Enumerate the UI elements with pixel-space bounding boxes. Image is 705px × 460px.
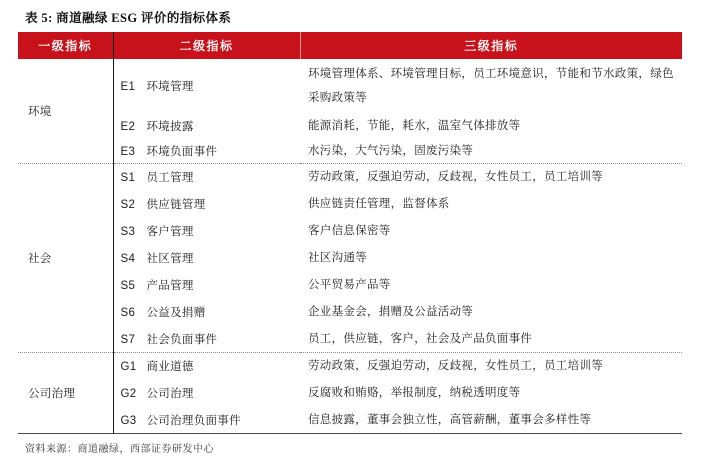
level2-cell [113, 353, 300, 380]
esg-indicator-table [18, 32, 682, 434]
table-row [18, 139, 682, 164]
level2-cell [113, 218, 300, 245]
level3-cell: 员工，供应链，客户，社会及产品负面事件 [308, 332, 533, 345]
section-social [18, 164, 682, 353]
indicator-code: E2 [120, 121, 136, 133]
table-row [18, 191, 682, 218]
section-governance [18, 353, 682, 434]
indicator-code: S3 [120, 226, 136, 238]
level1-cell-social: 社会 [18, 164, 113, 353]
source-note: 资料来源：商道融绿，西部证券研发中心 [25, 444, 214, 455]
level2-cell [113, 139, 300, 164]
indicator-name: 员工管理 [146, 172, 194, 185]
table-row [18, 407, 682, 434]
level2-cell [113, 113, 300, 139]
table-row [18, 113, 682, 139]
level2-cell [113, 299, 300, 326]
level3-cell: 企业基金会，捐赠及公益活动等 [308, 306, 474, 318]
level1-cell-governance: 公司治理 [18, 353, 113, 434]
level3-cell: 劳动政策，反强迫劳动，反歧视，女性员工，员工培训等 [300, 353, 682, 380]
header-row [18, 32, 682, 59]
indicator-name: 环境管理 [146, 81, 194, 93]
indicator-name: 公司治理负面事件 [146, 414, 241, 427]
level1-cell-environment: 环境 [18, 59, 113, 164]
level3-cell: 公平贸易产品等 [308, 279, 391, 291]
indicator-code: S1 [120, 172, 136, 185]
header-cell-level3: 三级指标 [300, 32, 682, 59]
indicator-name: 公益及捐赠 [146, 307, 206, 319]
indicator-code: S2 [120, 199, 136, 211]
level2-cell [113, 380, 300, 407]
indicator-name: 供应链管理 [146, 199, 206, 211]
indicator-code: S4 [120, 253, 136, 265]
level3-cell: 水污染，大气污染，固废污染等 [308, 145, 474, 157]
level2-cell [113, 191, 300, 218]
level2-cell [113, 326, 300, 353]
level3-cell: 环境管理体系、环境管理目标，员工环境意识，节能和节水政策，绿色采购政策等 [308, 68, 674, 104]
level2-cell [113, 59, 300, 113]
level3-cell: 能源消耗，节能，耗水，温室气体排放等 [308, 120, 521, 132]
indicator-code: S6 [120, 307, 136, 319]
table-row [18, 272, 682, 299]
indicator-code: E1 [120, 81, 136, 93]
indicator-name: 社会负面事件 [146, 333, 218, 346]
indicator-name: 社区管理 [146, 253, 194, 265]
indicator-code: S5 [120, 280, 136, 292]
level3-cell: 信息披露，董事会独立性，高管薪酬，董事会多样性等 [308, 413, 592, 426]
indicator-name: 环境披露 [146, 121, 194, 133]
level3-cell: 劳动政策，反强迫劳动，反歧视，女性员工，员工培训等 [300, 164, 682, 191]
page-title: 表 5: 商道融绿 ESG 评价的指标体系 [25, 11, 232, 25]
table-row [18, 326, 682, 353]
indicator-name: 环境负面事件 [146, 146, 218, 158]
table-row [18, 164, 682, 191]
table-row [18, 380, 682, 407]
header-cell-level2: 二级指标 [113, 32, 300, 59]
indicator-name: 商业道德 [146, 361, 194, 374]
level2-cell [113, 245, 300, 272]
indicator-code: G1 [120, 361, 137, 374]
section-environment [18, 59, 682, 164]
indicator-code: G3 [120, 414, 137, 427]
indicator-name: 产品管理 [146, 280, 194, 292]
table-header [18, 32, 682, 59]
level2-cell [113, 164, 300, 191]
indicator-code: E3 [120, 146, 136, 158]
table-row [18, 353, 682, 380]
indicator-name: 客户管理 [146, 226, 194, 238]
indicator-name: 公司治理 [146, 388, 194, 400]
table-row [18, 245, 682, 272]
level2-cell [113, 272, 300, 299]
table-row [18, 299, 682, 326]
indicator-code: G2 [120, 388, 137, 400]
level3-cell: 客户信息保密等 [308, 225, 391, 237]
header-cell-level1: 一级指标 [18, 32, 113, 59]
table-row [18, 218, 682, 245]
indicator-code: S7 [120, 333, 136, 346]
level3-cell: 社区沟通等 [308, 252, 367, 264]
level3-cell: 供应链责任管理，监督体系 [308, 198, 450, 210]
level3-cell: 反腐败和贿赂，举报制度，纳税透明度等 [308, 387, 521, 399]
level2-cell [113, 407, 300, 434]
table-row [18, 59, 682, 113]
